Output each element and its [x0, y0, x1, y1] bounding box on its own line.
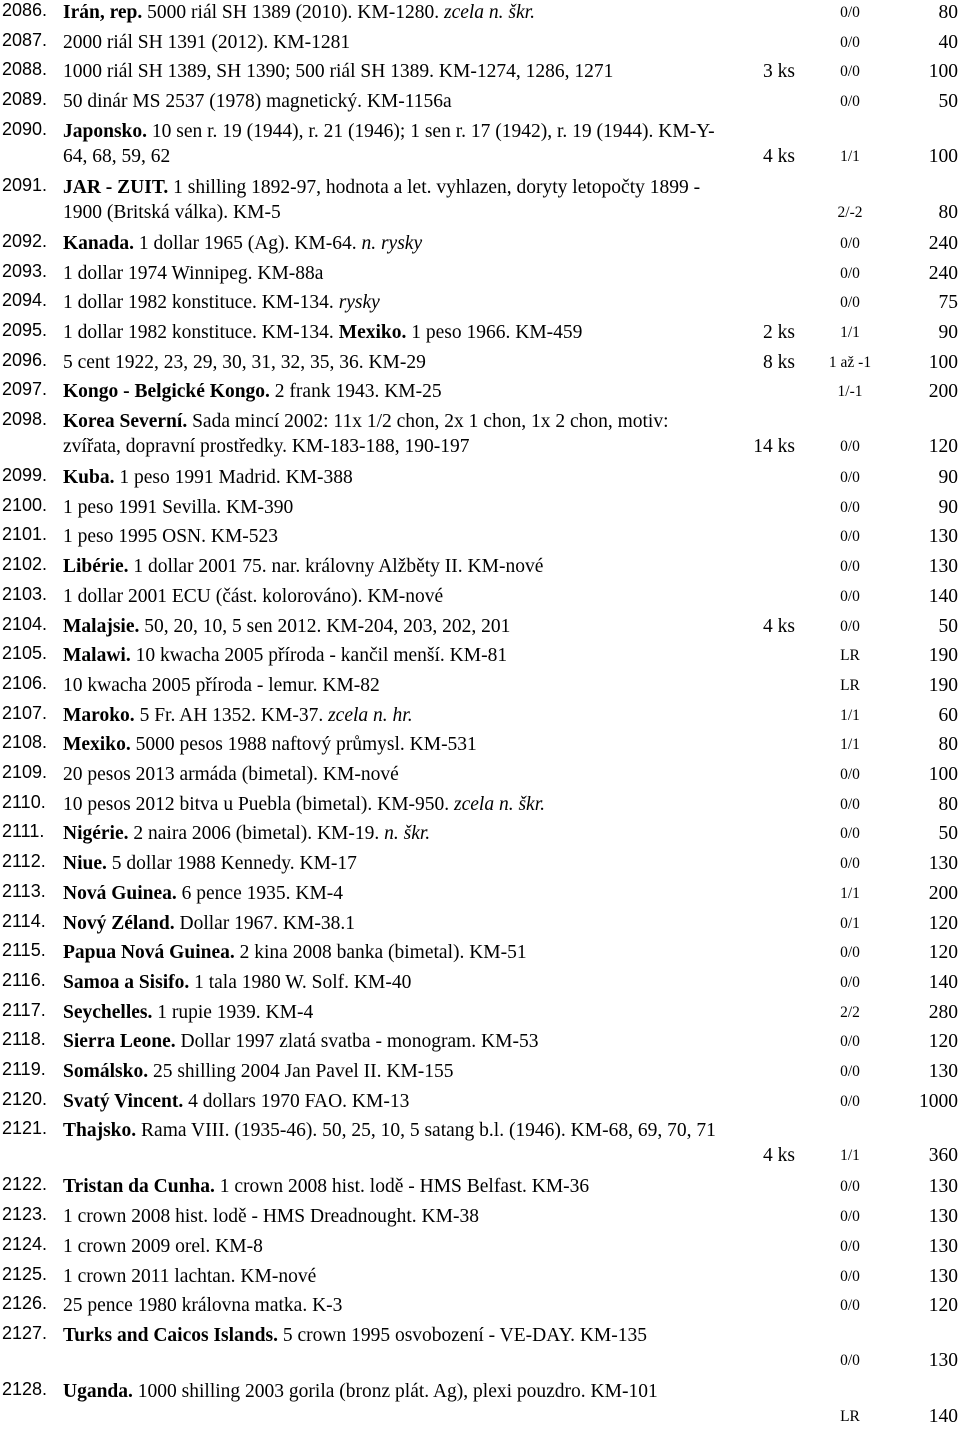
lot-row [0, 1323, 960, 1379]
lot-grade: 0/0 [840, 617, 860, 635]
lot-description [63, 495, 728, 520]
lot-number: 2121. [2, 1118, 48, 1139]
lot-price: 200 [928, 882, 958, 904]
country-name: Mexiko. [338, 321, 407, 343]
country-name: Irán, rep. [63, 2, 143, 23]
country-name: Kongo - Belgické Kongo. [63, 381, 270, 403]
lot-number: 2095. [2, 319, 48, 340]
lot-text: 25 pence 1980 královna matka. K-3 [63, 1295, 343, 1317]
lot-description [63, 524, 728, 549]
country-name: Japonsko. [63, 120, 147, 142]
lot-number: 2119. [2, 1059, 46, 1079]
lot-number: 2104. [2, 613, 48, 634]
lot-text: 1 dollar 1965 (Ag). KM-64. [133, 232, 362, 254]
lot-row [0, 1174, 960, 1204]
lot-price: 80 [938, 2, 958, 23]
lot-number: 2103. [2, 583, 48, 604]
lot-grade: 2/2 [840, 1003, 860, 1021]
country-name: Mexiko. [63, 734, 131, 756]
lot-price: 240 [928, 232, 958, 254]
country-name: Kuba. [63, 467, 115, 488]
country-name: Nový Zéland. [63, 912, 175, 934]
lot-text: 1 dollar 2001 75. nar. královny Alžběty II. KM-nové [128, 556, 544, 578]
lot-description [63, 881, 728, 906]
lot-grade: LR [840, 647, 860, 665]
country-name: Nigérie. [63, 823, 129, 845]
lot-description [63, 1264, 728, 1289]
lot-number: 2097. [2, 379, 48, 400]
lot-grade: 0/0 [840, 766, 860, 783]
lot-grade: 0/0 [840, 1267, 860, 1285]
lot-description [63, 1234, 728, 1259]
lot-row [0, 940, 960, 970]
lot-description [63, 970, 728, 995]
lot-row [0, 320, 960, 350]
lot-price: 120 [928, 912, 958, 934]
condition-note: zcela n. škr. [443, 2, 535, 23]
lot-grade: 0/0 [840, 498, 860, 516]
lot-row [0, 584, 960, 614]
lot-grade: 1/-1 [837, 383, 863, 401]
lot-number: 2093. [2, 260, 48, 281]
lot-grade: 0/0 [840, 1178, 860, 1196]
lot-price: 130 [928, 853, 958, 875]
lot-text: 2 naira 2006 (bimetal). KM-19. [128, 823, 385, 845]
lot-grade: 0/0 [840, 264, 860, 282]
lot-grade: LR [840, 676, 860, 694]
lot-number: 2115. [2, 940, 46, 961]
lot-description [63, 290, 728, 315]
lot-grade: 1/1 [840, 884, 860, 902]
lot-number: 2120. [2, 1088, 48, 1109]
lot-description [63, 231, 728, 256]
lot-grade: 0/0 [840, 558, 860, 576]
lot-number: 2108. [2, 732, 48, 753]
lot-description [63, 762, 728, 787]
lot-text: 2000 riál SH 1391 (2012). KM-1281 [63, 31, 351, 53]
lot-text: 5 crown 1995 osvobození - VE-DAY. KM-135 [277, 1324, 648, 1346]
country-name: Malawi. [63, 645, 131, 667]
lot-row [0, 409, 960, 465]
lot-row [0, 673, 960, 703]
lot-number: 2124. [2, 1233, 48, 1254]
lot-price: 130 [928, 1265, 958, 1287]
lot-text: 5000 riál SH 1389 (2010). KM-1280. [142, 2, 444, 23]
lot-number: 2109. [2, 762, 48, 782]
lot-description [63, 261, 728, 286]
country-name: Korea Severní. [63, 411, 188, 432]
lot-description [63, 119, 728, 169]
lot-price: 90 [938, 467, 958, 488]
lot-grade: 0/0 [840, 4, 860, 21]
lot-description [63, 465, 728, 490]
lot-number: 2090. [2, 118, 48, 139]
lot-description [63, 175, 728, 225]
lot-row [0, 881, 960, 911]
lot-number: 2092. [2, 230, 48, 251]
lot-text: 1000 riál SH 1389, SH 1390; 500 riál SH 1389. KM-1274, 1286, 1271 [63, 61, 614, 83]
lot-grade: 0/0 [840, 234, 860, 252]
lot-description [63, 821, 728, 846]
lot-description [63, 379, 728, 404]
lot-price: 130 [928, 526, 958, 548]
lot-description [63, 1204, 728, 1229]
lot-row [0, 1293, 960, 1323]
lot-price: 80 [938, 201, 958, 223]
lot-text: 1 peso 1991 Madrid. KM-388 [114, 467, 353, 488]
lot-text: 25 shilling 2004 Jan Pavel II. KM-155 [148, 1061, 454, 1082]
lot-text: Dollar 1967. KM-38.1 [174, 912, 355, 934]
country-name: Somálsko. [63, 1061, 149, 1082]
lot-grade: 0/0 [840, 1092, 860, 1110]
lot-row [0, 1118, 960, 1174]
lot-price: 40 [938, 31, 958, 53]
lot-grade: 0/0 [840, 825, 860, 843]
lot-grade: 0/0 [840, 1033, 860, 1051]
lot-price: 50 [938, 823, 958, 845]
lot-number: 2110. [2, 791, 46, 812]
lot-grade: 0/0 [840, 469, 860, 486]
lot-row [0, 1264, 960, 1294]
lot-row [0, 1379, 960, 1435]
lot-grade: 0/0 [840, 33, 860, 51]
lot-description [63, 940, 728, 965]
lot-number: 2111. [2, 821, 45, 842]
country-name: JAR - ZUIT. [63, 176, 169, 198]
lot-row [0, 1000, 960, 1030]
lot-description [63, 1323, 728, 1348]
lot-price: 50 [938, 91, 958, 113]
lot-grade: 0/0 [840, 294, 860, 312]
lot-price: 140 [928, 1405, 958, 1427]
lot-row [0, 851, 960, 881]
lot-number: 2126. [2, 1293, 48, 1314]
lot-row [0, 1089, 960, 1119]
lot-text: 1 peso 1966. KM-459 [406, 321, 583, 343]
lot-text: 5000 pesos 1988 naftový průmysl. KM-531 [130, 734, 477, 756]
lot-text: 1 dollar 1982 konstituce. KM-134. [63, 321, 339, 343]
lot-grade: 0/0 [840, 528, 860, 546]
lot-price: 60 [938, 704, 958, 726]
lot-grade: 0/0 [840, 1063, 860, 1080]
lot-number: 2113. [2, 880, 46, 901]
lot-quantity: 8 ks [763, 351, 795, 373]
lot-description [63, 1174, 728, 1199]
lot-number: 2086. [2, 0, 48, 20]
lot-row [0, 762, 960, 792]
lot-price: 100 [928, 764, 958, 785]
lot-number: 2127. [2, 1322, 48, 1343]
lot-grade: LR [840, 1407, 860, 1425]
lot-row [0, 119, 960, 175]
lot-number: 2098. [2, 409, 48, 429]
condition-note: n. rysky [361, 232, 423, 254]
lot-row [0, 495, 960, 525]
lot-description [63, 1089, 728, 1114]
lot-quantity: 3 ks [763, 61, 795, 83]
lot-grade: 0/0 [840, 795, 860, 813]
lot-row [0, 379, 960, 409]
lot-text: Sada mincí 2002: 11x 1/2 chon, 2x 1 chon, 1x 2 chon, motiv: zvířata, dopravní prostředky. KM-183-188, 190-197 [63, 411, 669, 457]
country-name: Maroko. [63, 704, 135, 726]
lot-description [63, 1029, 728, 1054]
country-name: Samoa a Sisifo. [63, 971, 190, 993]
lot-description [63, 851, 728, 876]
lot-text: 1 dollar 1974 Winnipeg. KM-88a [63, 262, 324, 284]
lot-row [0, 821, 960, 851]
lot-number: 2101. [2, 524, 48, 545]
lot-price: 280 [928, 1001, 958, 1023]
lot-text: 5 Fr. AH 1352. KM-37. [134, 704, 329, 726]
country-name: Turks and Caicos Islands. [63, 1324, 278, 1346]
lot-text: 1000 shilling 2003 gorila (bronz plát. Ag), plexi pouzdro. KM-101 [132, 1380, 658, 1402]
lot-row [0, 261, 960, 291]
lot-price: 360 [928, 1145, 958, 1167]
lot-number: 2099. [2, 465, 48, 485]
lot-price: 120 [928, 436, 958, 457]
lot-grade: 1/1 [840, 706, 860, 724]
lot-price: 100 [928, 145, 958, 167]
lot-row [0, 89, 960, 119]
lot-text: 1 dollar 1982 konstituce. KM-134. [63, 292, 339, 314]
country-name: Nová Guinea. [63, 882, 177, 904]
lot-number: 2112. [2, 851, 46, 872]
lot-text: 1 crown 2008 hist. lodě - HMS Belfast. KM-36 [214, 1176, 590, 1198]
lot-grade: 1 až -1 [828, 353, 872, 371]
lot-price: 130 [928, 1235, 958, 1257]
lot-price: 90 [938, 321, 958, 343]
country-name: Svatý Vincent. [63, 1090, 184, 1112]
lot-row [0, 643, 960, 673]
lot-text: 1 peso 1991 Sevilla. KM-390 [63, 496, 294, 518]
lot-grade: 0/0 [840, 1297, 860, 1315]
lot-description [63, 614, 728, 639]
lot-grade: 2/-2 [837, 203, 863, 221]
lot-grade: 0/0 [840, 944, 860, 962]
lot-quantity: 2 ks [763, 321, 795, 343]
lot-price: 50 [938, 615, 958, 637]
lot-description [63, 1118, 728, 1143]
lot-number: 2107. [2, 702, 48, 723]
lot-description [63, 584, 728, 609]
lot-number: 2114. [2, 910, 46, 931]
country-name: Uganda. [63, 1380, 133, 1402]
lot-row [0, 554, 960, 584]
lot-grade: 1/1 [840, 1147, 860, 1165]
lot-description [63, 1059, 728, 1084]
lot-grade: 0/1 [840, 914, 860, 932]
lot-row [0, 1059, 960, 1089]
lot-text: 1 crown 2008 hist. lodě - HMS Dreadnought. KM-38 [63, 1206, 479, 1228]
lot-price: 1000 [919, 1090, 958, 1112]
lot-description [63, 30, 728, 55]
lot-price: 190 [928, 674, 958, 696]
lot-number: 2106. [2, 672, 48, 693]
lot-price: 120 [928, 1295, 958, 1317]
lot-row [0, 231, 960, 261]
lot-quantity: 4 ks [763, 145, 795, 167]
lot-text: 50, 20, 10, 5 sen 2012. KM-204, 203, 202, 201 [139, 615, 511, 637]
lot-number: 2096. [2, 349, 48, 370]
lot-quantity: 4 ks [763, 1145, 795, 1167]
lot-row [0, 59, 960, 89]
lot-description [63, 911, 728, 936]
lot-row [0, 1204, 960, 1234]
lot-description [63, 0, 728, 25]
condition-note: zcela n. škr. [454, 793, 546, 815]
lot-description [63, 554, 728, 579]
lot-price: 190 [928, 645, 958, 667]
lot-text: 1 crown 2011 lachtan. KM-nové [63, 1265, 317, 1287]
country-name: Tristan da Cunha. [63, 1176, 215, 1198]
lot-description [63, 89, 728, 114]
lot-price: 100 [928, 61, 958, 83]
lot-number: 2117. [2, 999, 46, 1020]
lot-text: 10 kwacha 2005 příroda - kančil menší. KM-81 [130, 645, 508, 667]
lot-text: 1 crown 2009 orel. KM-8 [63, 1235, 263, 1257]
lot-description [63, 1000, 728, 1025]
lot-price: 120 [928, 942, 958, 964]
lot-row [0, 1234, 960, 1264]
country-name: Thajsko. [63, 1120, 137, 1142]
lot-text: 10 kwacha 2005 příroda - lemur. KM-82 [63, 674, 380, 696]
lot-row [0, 290, 960, 320]
lot-price: 130 [928, 1061, 958, 1082]
lot-description [63, 320, 728, 345]
lot-price: 100 [928, 351, 958, 373]
lot-text: Dollar 1997 zlatá svatba - monogram. KM-53 [175, 1031, 539, 1053]
lot-text: 1 shilling 1892-97, hodnota a let. vyhlazen, doryty letopočty 1899 - 1900 (Britská válka). KM-5 [63, 176, 701, 223]
lot-number: 2128. [2, 1378, 48, 1399]
country-name: Malajsie. [63, 615, 140, 637]
lot-number: 2105. [2, 643, 48, 664]
country-name: Kanada. [63, 232, 134, 254]
lot-description [63, 409, 728, 459]
lot-quantity: 14 ks [753, 436, 795, 457]
lot-row [0, 732, 960, 762]
condition-note: n. škr. [384, 823, 431, 845]
lot-number: 2123. [2, 1204, 48, 1225]
lot-text: 2 frank 1943. KM-25 [269, 381, 442, 403]
lot-text: 5 dollar 1988 Kennedy. KM-17 [106, 853, 357, 875]
lot-price: 90 [938, 496, 958, 518]
lot-text: 4 dollars 1970 FAO. KM-13 [183, 1090, 410, 1112]
country-name: Seychelles. [63, 1001, 153, 1023]
lot-grade: 1/1 [840, 736, 860, 754]
lot-row [0, 465, 960, 495]
lot-text: 20 pesos 2013 armáda (bimetal). KM-nové [63, 764, 399, 785]
lot-row [0, 614, 960, 644]
lot-price: 240 [928, 262, 958, 284]
lot-grade: 0/0 [840, 1237, 860, 1255]
lot-description [63, 643, 728, 668]
lot-text: 2 kina 2008 banka (bimetal). KM-51 [234, 942, 527, 964]
lot-grade: 0/0 [840, 63, 860, 81]
lot-grade: 0/0 [840, 1208, 860, 1226]
lot-text: 1 tala 1980 W. Solf. KM-40 [189, 971, 412, 993]
lot-description [63, 673, 728, 698]
lot-grade: 1/1 [840, 323, 860, 341]
lot-number: 2116. [2, 969, 46, 990]
lot-row [0, 175, 960, 231]
lot-description [63, 59, 728, 84]
lot-text: 1 dollar 2001 ECU (část. kolorováno). KM-nové [63, 585, 444, 607]
lot-grade: 0/0 [840, 587, 860, 605]
lot-grade: 0/0 [840, 438, 860, 455]
lot-number: 2118. [2, 1029, 46, 1050]
lot-text: 1 peso 1995 OSN. KM-523 [63, 526, 279, 548]
lot-price: 130 [928, 556, 958, 578]
lot-number: 2125. [2, 1263, 48, 1284]
lot-grade: 0/0 [840, 93, 860, 111]
lot-price: 80 [938, 734, 958, 756]
lot-price: 120 [928, 1031, 958, 1053]
lot-text: 5 cent 1922, 23, 29, 30, 31, 32, 35, 36. KM-29 [63, 351, 426, 373]
lot-price: 140 [928, 971, 958, 993]
lot-description [63, 350, 728, 375]
lot-price: 130 [928, 1176, 958, 1198]
country-name: Sierra Leone. [63, 1031, 176, 1053]
lot-row [0, 524, 960, 554]
lot-row [0, 1029, 960, 1059]
lot-row [0, 703, 960, 733]
condition-note: rysky [338, 292, 380, 314]
lot-row [0, 911, 960, 941]
lot-row [0, 0, 960, 30]
lot-price: 200 [928, 381, 958, 403]
country-name: Papua Nová Guinea. [63, 942, 235, 964]
lot-price: 75 [938, 292, 958, 314]
lot-price: 80 [938, 793, 958, 815]
lot-price: 130 [928, 1206, 958, 1228]
country-name: Niue. [63, 853, 107, 875]
lot-grade: 0/0 [840, 1351, 860, 1369]
lot-description [63, 792, 728, 817]
lot-price: 130 [928, 1349, 958, 1371]
lot-description [63, 1379, 728, 1404]
lot-grade: 0/0 [840, 973, 860, 991]
lot-number: 2088. [2, 59, 48, 80]
lot-number: 2087. [2, 29, 48, 50]
lot-text: 50 dinár MS 2537 (1978) magnetický. KM-1156a [63, 91, 452, 113]
lot-description [63, 732, 728, 757]
condition-note: zcela n. hr. [328, 704, 413, 726]
lot-number: 2102. [2, 554, 48, 575]
lot-grade: 1/1 [840, 147, 860, 165]
lot-row [0, 30, 960, 60]
lot-description [63, 1293, 728, 1318]
country-name: Libérie. [63, 556, 129, 578]
lot-price: 140 [928, 585, 958, 607]
lot-description [63, 703, 728, 728]
lot-number: 2091. [2, 174, 48, 195]
lot-text: Rama VIII. (1935-46). 50, 25, 10, 5 satang b.l. (1946). KM-68, 69, 70, 71 [136, 1120, 716, 1142]
lot-text: 10 sen r. 19 (1944), r. 21 (1946); 1 sen r. 17 (1942), r. 19 (1944). KM-Y-64, 68, 59, 62 [63, 120, 715, 167]
lot-grade: 0/0 [840, 855, 860, 873]
lot-number: 2122. [2, 1174, 48, 1195]
lot-text: 6 pence 1935. KM-4 [176, 882, 344, 904]
lot-row [0, 970, 960, 1000]
lot-text: 1 rupie 1939. KM-4 [152, 1001, 314, 1023]
lot-row [0, 350, 960, 380]
lot-row [0, 792, 960, 822]
lot-quantity: 4 ks [763, 615, 795, 637]
lot-number: 2089. [2, 89, 48, 110]
lot-number: 2100. [2, 494, 48, 515]
lot-number: 2094. [2, 290, 48, 311]
lot-text: 10 pesos 2012 bitva u Puebla (bimetal). KM-950. [63, 793, 455, 815]
